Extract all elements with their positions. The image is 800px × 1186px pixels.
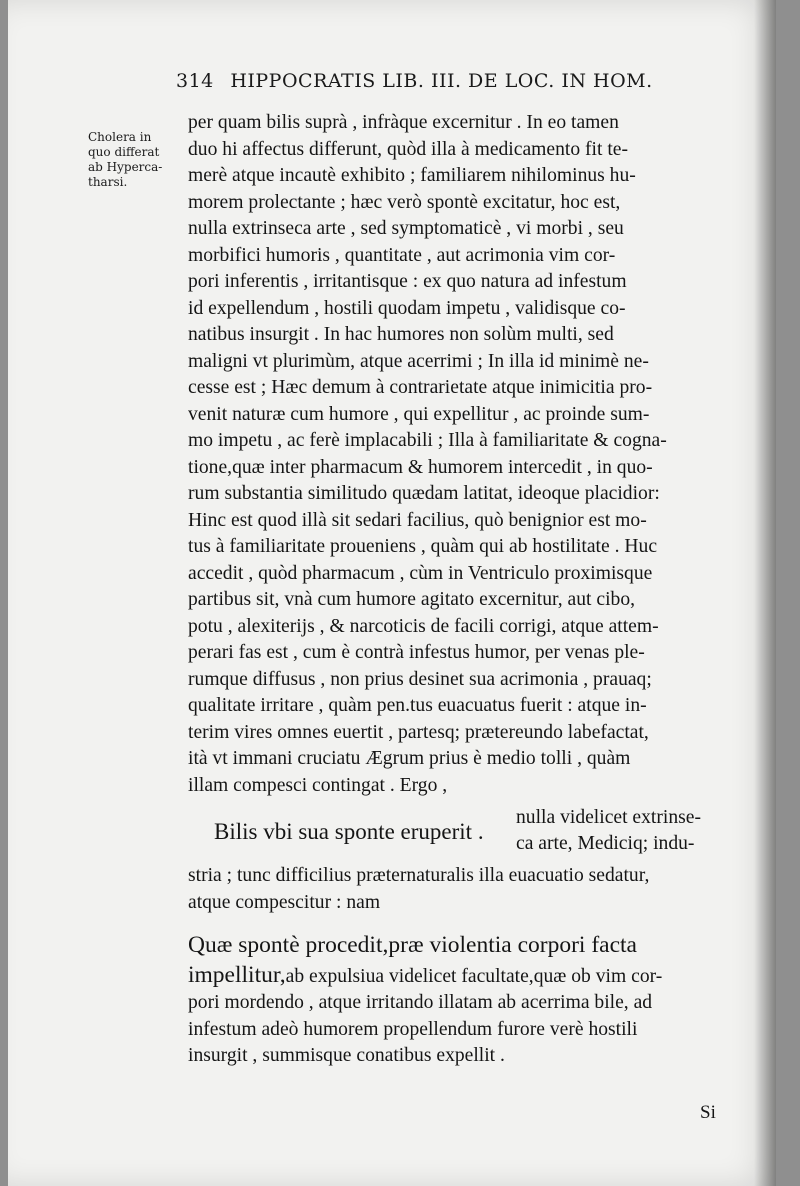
marginal-note-line: ab Hyperca- <box>88 160 163 174</box>
marginal-note-line: Cholera in <box>88 130 152 144</box>
text-line: rum substantia similitudo quædam latitat, ideoque placidior: <box>188 483 660 504</box>
main-text-column <box>188 110 763 1070</box>
text-line: nulla videlicet extrinse- <box>516 807 701 828</box>
text-line: potu , alexiterijs , & narcoticis de facili corrigi, atque attem- <box>188 615 659 637</box>
text-line: insurgit , summisque conatibus expellit . <box>188 1045 505 1066</box>
text-line: tus à familiaritate proueniens , quàm qui ab hostilitate . Huc <box>188 536 658 557</box>
lemma-block <box>188 805 763 863</box>
quoted-passage <box>188 930 763 1070</box>
text-line: merè atque incautè exhibito ; familiarem nihilominus hu- <box>188 165 636 186</box>
text-line: partibus sit, vnà cum humore agitato excernitur, aut cibo, <box>188 589 636 610</box>
text-line: terim vires omnes euertit , partesq; prætereundo labefactat, <box>188 721 649 743</box>
marginal-note-line: tharsi. <box>88 175 128 189</box>
marginal-note <box>88 130 188 190</box>
text-line: maligni vt plurimùm, atque acerrimi ; In illa id minimè ne- <box>188 350 649 372</box>
text-line: rumque diffusus , non prius desinet sua acrimonia , prauaq; <box>188 668 652 690</box>
text-line: Hinc est quod illà sit sedari facilius, quò benignior est mo- <box>188 509 647 531</box>
text-line: mo impetu , ac ferè implacabili ; Illa à familiaritate & cogna- <box>188 430 667 451</box>
text-line: tione,quæ inter pharmacum & humorem intercedit , in quo- <box>188 456 653 478</box>
text-line: illam compesci contingat . Ergo , <box>188 774 448 796</box>
text-line: accedit , quòd pharmacum , cùm in Ventriculo proximisque <box>188 562 653 584</box>
quote-text-large: impellitur, <box>188 962 286 988</box>
quote-text-small: ab expulsiua videlicet facultate,quæ ob vim cor- <box>285 966 663 987</box>
catchword: Si <box>700 1102 716 1123</box>
text-line: natibus insurgit . In hac humores non solùm multi, sed <box>188 324 614 345</box>
text-line: infestum adeò humorem propellendum furore verè hostili <box>188 1018 638 1040</box>
text-line: duo hi affectus differunt, quòd illa à medicamento fit te- <box>188 138 628 160</box>
text-line: qualitate irritare , quàm pen.tus euacuatus fuerit : atque in- <box>188 695 647 716</box>
text-line: stria ; tunc difficilius præternaturalis illa euacuatio sedatur, <box>188 865 650 886</box>
running-header <box>176 70 756 92</box>
text-line: nulla extrinseca arte , sed symptomaticè , vi morbi , seu <box>188 218 624 239</box>
running-title: HIPPOCRATIS LIB. III. DE LOC. IN HOM. <box>230 70 653 92</box>
text-line: perari fas est , cum è contrà infestus humor, per venas ple- <box>188 642 645 663</box>
marginal-note-line: quo differat <box>88 145 160 159</box>
text-line: atque compescitur : nam <box>188 891 381 913</box>
quote-line-mixed <box>188 960 763 990</box>
quote-line-large: Quæ spontè procedit,præ violentia corpori facta <box>188 932 637 958</box>
text-line: pori inferentis , irritantisque : ex quo natura ad infestum <box>188 271 627 292</box>
text-line: cesse est ; Hæc demum à contrarietate atque inimicitia pro- <box>188 377 653 398</box>
page-number: 314 <box>176 70 214 92</box>
book-page <box>8 0 776 1186</box>
lemma-text: Bilis vbi sua sponte eruperit . <box>214 819 484 844</box>
text-line: ca arte, Mediciq; indu- <box>516 833 695 854</box>
lemma-continuation <box>188 863 763 916</box>
text-line: venit naturæ cum humore , qui expellitur , ac proinde sum- <box>188 403 650 425</box>
text-line: pori mordendo , atque irritando illatam ab acerrima bile, ad <box>188 992 653 1013</box>
text-line: id expellendum , hostili quodam impetu , validisque co- <box>188 297 626 319</box>
text-line: per quam bilis suprà , infràque excernitur . In eo tamen <box>188 112 619 133</box>
text-line: morbifici humoris , quantitate , aut acrimonia vim cor- <box>188 244 616 266</box>
text-line: ità vt immani cruciatu Ægrum prius è medio tolli , quàm <box>188 748 631 769</box>
lemma-commentary <box>516 805 701 857</box>
text-line: morem prolectante ; hæc verò spontè excitatur, hoc est, <box>188 191 621 213</box>
